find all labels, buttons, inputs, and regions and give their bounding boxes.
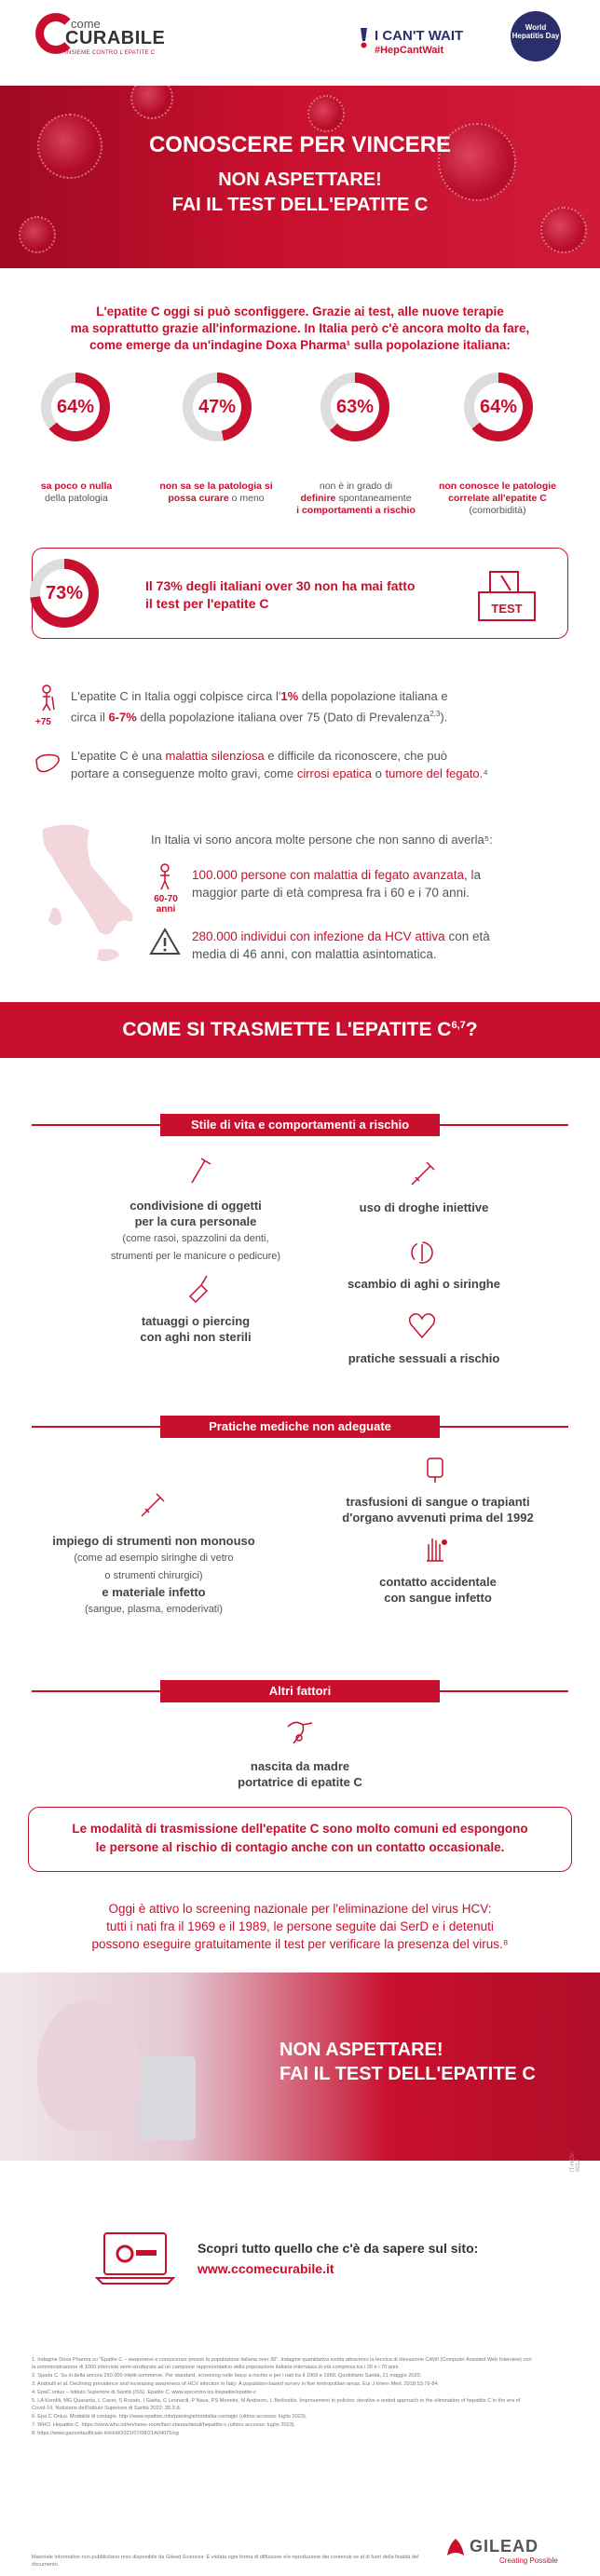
donut-value: 64% [51,383,100,431]
gilead-tagline: Creating Possible [499,2556,558,2565]
donut-chart-3 [320,373,389,441]
heart-icon [406,1309,438,1341]
reference-item: 1. Indagine Doxa Pharma su "Epatite C – awareness e conoscenze presso la popolazione italiana over 30". Indagine quantitativa svolta attraverso la tecnica di rilevazione CAWI (Computer Assisted Web Interview) con la somministrazione di 1000 interviste semi-strutturate ad un campione rappresentativo della popolazione italiana internauta di età compresa tra i 30 e i 70 anni. [32,2357,532,2370]
icantwait-title: I CAN'T WAIT [375,28,464,44]
reference-item: 4. EpaC onlus – Istituto Superiore di Sanità (ISS). Epatite C. www.epicentro.iss.it/epatite/epatite-c [32,2390,256,2395]
reference-item: 7. WHO. Hepatitis C. https://www.who.int/en/news-room/fact-sheets/detail/hepatitis-c (ultimo accesso: luglio 2023). [32,2422,296,2428]
risk-transfusion: trasfusioni di sangue o trapianti d'organo avvenuti prima del 1992 [342,1495,534,1525]
italy-intro: In Italia vi sono ancora molte persone che non sanno di averla⁵: [151,833,493,847]
risk-sexual: pratiche sessuali a rischio [348,1351,500,1365]
risk-personal-items: condivisione di oggetti per la cura personale (come rasoi, spazzolini da denti, strumenti per le manicure o pedicure) [110,1199,281,1262]
donut-chart-2 [183,373,252,441]
donut-chart-73 [30,559,99,628]
tattoo-machine-icon [183,1272,214,1304]
risk-birth: nascita da madre portatrice di epatite C [238,1759,362,1789]
donut-value: 64% [474,383,523,431]
gilead-logo-icon [445,2537,466,2557]
exclamation-ribbon-icon [358,28,371,48]
person-icon [153,862,177,890]
fact-silent-disease: L'epatite C è una malattia silenziosa e difficile da riconoscere, che può portare a conseguenze molto gravi, come cirrosi epatica o tumore del fegato.⁴ [71,749,488,780]
donut-chart-4 [464,373,533,441]
stork-baby-icon [284,1715,316,1747]
gilead-logo: GILEAD [470,2537,539,2556]
section-lifestyle-pill: Stile di vita e comportamenti a rischio [160,1114,440,1136]
age-range-label: 60-70 anni [154,894,178,915]
blood-bag-icon [419,1453,451,1485]
section-medical-pill: Pratiche mediche non adeguate [160,1416,440,1438]
reference-item: 2. Spada C. Su in della ancora 250.000 infetti sommerse. Per standard, screening nelle fasce a rischio e per i nati tra il 1969 e 1989. Quotidiano Sanità, 21 maggio 2020. [32,2373,422,2379]
risk-tattoo: tatuaggi o piercing con aghi non sterili [140,1314,252,1344]
document-code: IT-HCV-0012 [570,2151,581,2172]
italy-stat-advanced: 100.000 persone con malattia di fegato avanzata, la maggior parte di età compresa fra i 60 e i 70 anni. [192,868,481,900]
risk-accidental-contact: contatto accidentale con sangue infetto [379,1575,497,1605]
icantwait-hashtag: #HepCantWait [375,45,444,56]
donut-value: 47% [193,383,241,431]
age-tag: +75 [35,717,51,727]
exchange-needles-icon [406,1237,438,1268]
reference-item: 8. https://www.gazzettaufficiale.it/eli/id/2021/07/08/21A04075/sg [32,2431,179,2436]
hand-blood-icon [419,1533,451,1565]
reference-item: 5. LA Kondili, MG Quaranta, L Cavet, S Rosato, I Gaeta, C Leonardi, P Nava, PS Mennini, M Andreoni, L Berlinskis. Improvement in policies: iterative e tested approach to the elimination of hepatitis C in the era of Covid-19. Notiziario dell'Istituto Superiore di Sanità 2022; 35:3-8. [32,2398,521,2411]
footer-note: Materiale informativo non pubblicitario reso disponibile da Gilead Sciences. È vietata ogni forma di diffusione e/o riproduzione dei contenuti se al di fuori della finalità del documento. [32,2555,419,2568]
stat-caption-3: non è in grado di definire spontaneamente i comportamenti a rischio [296,481,416,516]
risk-injection-drugs: uso di droghe iniettive [359,1200,489,1214]
site-intro: Scopri tutto quello che c'è da sapere sul sito: [198,2241,479,2256]
section-other-pill: Altri fattori [160,1680,440,1702]
stat-caption-1: sa poco o nulla della patologia [40,481,113,504]
elderly-person-icon [34,684,61,712]
donut-chart-1 [41,373,110,441]
razor-icon [183,1155,214,1186]
test-booth-icon [473,568,540,624]
fact-prevalence: L'epatite C in Italia oggi colpisce circa l'1% della popolazione italiana e circa il 6-7% della popolazione italiana over 75 (Dato di Prevalenza$^{2,3}$). [71,689,448,725]
site-link[interactable]: www.ccomecurabile.it [198,2261,334,2276]
photo-cta: NON ASPETTARE! FAI IL TEST DELL'EPATITE C [280,2040,536,2084]
stat-73-text: Il 73% degli italiani over 30 non ha mai fatto il test per l'epatite C [145,578,416,611]
logo-subtitle: INSIEME CONTRO L'EPATITE C [65,50,156,56]
stat-caption-4: non conosce le patologie correlate all'epatite C (comorbidità) [438,481,556,516]
transmission-title: COME SI TRASMETTE L'EPATITE C$^{6,7}$? [122,1019,478,1040]
logo-curabile: CURABILE [65,28,166,48]
hero-title: CONOSCERE PER VINCERE [148,132,452,157]
reference-item: 3. Andriulli et al. Declining prevalence and increasing awareness of HCV infection in Italy: A population-based survey in five metropolitan areas. Eur J Intern Med. 2018;53:79-84. [32,2381,440,2387]
stat-caption-2: non sa se la patologia si possa curare o meno [159,481,273,504]
intro-text: L'epatite C oggi si può sconfiggere. Grazie ai test, alle nuove terapie ma soprattutto grazie all'informazione. In Italia però c'è ancora molto da fare, come emerge da un'indagine Doxa Pharma¹ sulla popolazione italiana: [70,305,530,352]
donut-value: 73% [40,569,89,617]
risk-non-disposable: impiego di strumenti non monouso (come ad esempio siringhe di vetro o strumenti chirurgici) e materiale infetto (sangue, plasma, emoderivati) [52,1534,255,1615]
syringe-icon [136,1490,168,1522]
italy-stat-active: 280.000 individui con infezione da HCV attiva con età media di 46 anni, con malattia asintomatica. [192,929,490,961]
italy-map [34,820,145,978]
laptop-icon [93,2230,177,2287]
donut-value: 63% [331,383,379,431]
screening-text: Oggi è attivo lo screening nazionale per l'eliminazione del virus HCV: tutti i nati fra il 1969 e il 1989, le persone seguite dai SerD e i detenuti possono eseguire gratuitamente il test per verificare la presenza del virus.⁸ [91,1902,509,1951]
references-list [32,2356,535,2438]
world-hepatitis-day-logo: World Hepatitis Day [511,11,561,61]
reference-item: 6. Epa C Onlus. Modalità di contagio. http://www.epatitec.info/patologie/modalita-contagio (ultimo accesso: luglio 2023). [32,2414,307,2420]
virus-illustration [130,86,173,119]
syringe-icon [406,1159,438,1190]
virus-illustration [307,95,345,132]
risk-needle-sharing: scambio di aghi o siringhe [348,1277,500,1291]
liver-icon [34,751,61,779]
transmission-warning-text: Le modalità di trasmissione dell'epatite C sono molto comuni ed espongono le persone al rischio di contagio anche con un contatto occasionale. [72,1822,528,1854]
virus-illustration [19,216,56,253]
logo-come: come [71,17,101,31]
test-label: TEST [491,602,523,616]
hero-subtitle: NON ASPETTARE! FAI IL TEST DELL'EPATITE C [171,169,429,215]
warning-icon [149,928,181,956]
